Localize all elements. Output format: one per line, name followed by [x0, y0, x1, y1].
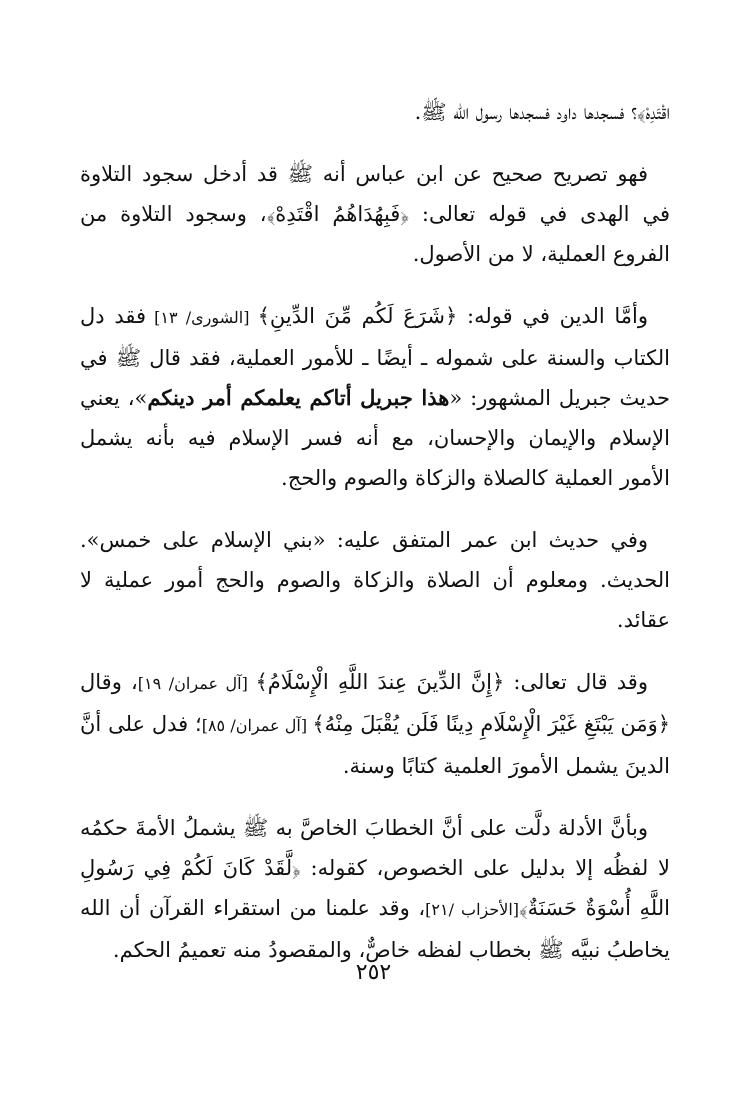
verse-reference: [الأحزاب /٢١]	[425, 900, 520, 919]
paragraph-1	[80, 92, 670, 132]
quran-quote: ﴿لَّقَدْ كَانَ لَكُمْ فِي رَسُولِ اللَّهِ أُسْوَةٌ حَسَنَةٌ﴾	[80, 856, 670, 920]
page-number: ٢٥٢	[355, 960, 392, 985]
text-segment: ؛ فدل على أنَّ الدينَ يشمل الأمورَ العلمية كتابًا وسنة.	[80, 712, 670, 778]
verse-reference: [آل عمران/ ١٩]	[137, 674, 256, 693]
quran-quote: ﴿إِنَّ الدِّينَ عِندَ اللَّهِ الْإِسْلَامُ﴾	[255, 670, 505, 694]
verse-reference: [الشورى/ ١٣]	[146, 308, 258, 327]
text-segment: ﴾؟ فسجدها داود فسجدها رسول الله ﷺ.	[414, 100, 646, 124]
text-segment: ، وقد علمنا من استقراء القرآن أن الله يخاطبُ نبيَّه ﷺ بخطاب لفظه خاصٌّ، والمقصودُ منه تعميمُ الحكم.	[80, 896, 670, 962]
text-segment: فقد دل الكتاب والسنة على شموله ـ أيضًا ـ للأمور العملية، فقد قال ﷺ في حديث جبريل المشهور: «	[80, 304, 670, 410]
hadith-quote: هذا جبريل أتاكم يعلمكم أمر دينكم	[147, 385, 450, 410]
quran-quote: ﴿فَبِهُدَاهُمُ اقْتَدِهْ﴾	[266, 202, 409, 226]
paragraph-3	[80, 296, 670, 498]
quran-quote: اقْتَدِهْ	[645, 100, 670, 124]
paragraph-6	[80, 808, 670, 970]
text-segment: »، يعني الإسلام والإيمان والإحسان، مع أنه فسر الإسلام فيه بأنه يشمل الأمور العملية كالصلاة والزكاة والصوم والحج.	[80, 386, 670, 490]
page-body	[80, 92, 670, 992]
text-segment: وقد قال تعالى:	[504, 670, 648, 694]
text-segment: فهو تصريح صحيح عن ابن عباس أنه ﷺ قد أدخل سجود التلاوة في الهدى في قوله تعالى:	[80, 162, 670, 226]
text-segment: ، وسجود التلاوة من الفروع العملية، لا من الأصول.	[80, 202, 670, 266]
paragraph-4	[80, 520, 670, 640]
text-segment: ، وقال	[80, 670, 138, 694]
quran-quote: ﴿شَرَعَ لَكُم مِّنَ الدِّينِ﴾	[257, 304, 458, 328]
text-segment: وأمَّا الدين في قوله:	[457, 304, 649, 328]
paragraph-2	[80, 154, 670, 274]
quran-quote: ﴿وَمَن يَبْتَغِ غَيْرَ الْإِسْلَامِ دِينًا فَلَن يُقْبَلَ مِنْهُ﴾	[312, 712, 671, 736]
text-segment: وفي حديث ابن عمر المتفق عليه: «بني الإسلام على خمس». الحديث. ومعلوم أن الصلاة والزكاة والصوم والحج أمور عملية لا عقائد.	[80, 528, 670, 632]
verse-reference: [آل عمران/ ٨٥]	[201, 716, 313, 735]
text-segment: وبأنَّ الأدلة دلَّت على أنَّ الخطابَ الخاصَّ به ﷺ يشملُ الأمةَ حكمُه لا لفظُه إلا بدليل على الخصوص، كقوله:	[80, 816, 670, 880]
paragraph-5	[80, 662, 670, 786]
